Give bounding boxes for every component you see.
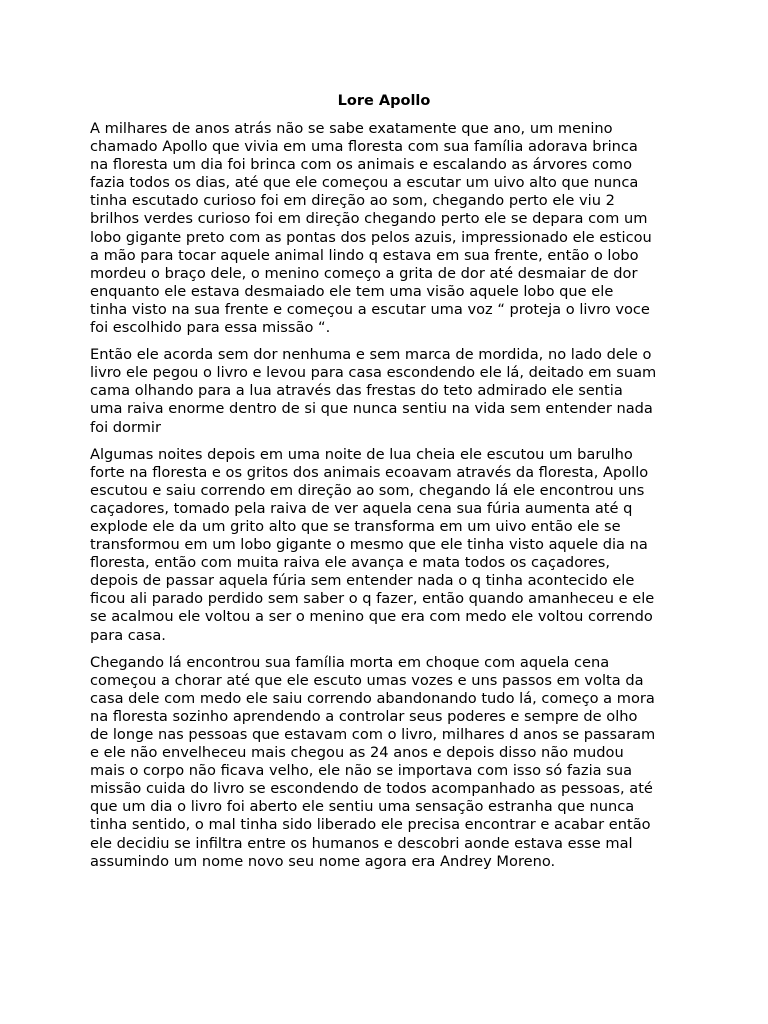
paragraph-4: Chegando lá encontrou sua família morta em choque com aquela cena começou a chorar até que ele escuto umas vozes e uns passos em volta da casa dele com medo ele saiu correndo abandonando tudo lá, começo a mora na floresta sozinho aprendendo a controlar seus poderes e sempre de olho de longe nas pessoas que estavam com o livro, milhares d anos se passaram e ele não envelheceu mais chegou as 24 anos e depois disso não mudou mais o corpo não ficava velho, ele não se importava com isso só fazia sua missão cuida do livro se escondendo de todos acompanhado as pessoas, até que um dia o livro foi aberto ele sentiu uma sensação estranha que nunca tinha sentido, o mal tinha sido liberado ele precisa encontrar e acabar então ele decidiu se infiltra entre os humanos e descobri aonde estava esse mal assumindo um nome novo seu nome agora era Andrey Moreno.: [90, 653, 656, 870]
paragraph-1: A milhares de anos atrás não se sabe exatamente que ano, um menino chamado Apollo que vivia em uma floresta com sua família adorava brinca na floresta um dia foi brinca com os animais e escalando as árvores como fazia todos os dias, até que ele começou a escutar um uivo alto que nunca tinha escutado curioso foi em direção ao som, chegando perto ele viu 2 brilhos verdes curioso foi em direção chegando perto ele se depara com um lobo gigante preto com as pontas dos pelos azuis, impressionado ele esticou a mão para tocar aquele animal lindo q estava em sua frente, então o lobo mordeu o braço dele, o menino começo a grita de dor até desmaiar de dor enquanto ele estava desmaiado ele tem uma visão aquele lobo que ele tinha visto na sua frente e começou a escutar uma voz “ proteja o livro voce foi escolhido para essa missão “.: [90, 120, 652, 337]
paragraph-2: Então ele acorda sem dor nenhuma e sem marca de mordida, no lado dele o livro ele pegou o livro e levou para casa escondendo ele lá, deitado em suam cama olhando para a lua através das frestas do teto admirado ele sentia uma raiva enorme dentro de si que nunca sentiu na vida sem entender nada foi dormir: [90, 346, 657, 436]
document-title: Lore Apollo: [337, 93, 431, 109]
document-body: [90, 120, 680, 880]
paragraph-3: Algumas noites depois em uma noite de lua cheia ele escutou um barulho forte na floresta e os gritos dos animais ecoavam através da floresta, Apollo escutou e saiu correndo em direção ao som, chegando lá ele encontrou uns caçadores, tomado pela raiva de ver aquela cena sua fúria aumenta até q explode ele da um grito alto que se transforma em um uivo então ele se transformou em um lobo gigante o mesmo que ele tinha visto aquele dia na floresta, então com muita raiva ele avança e mata todos os caçadores, depois de passar aquela fúria sem entender nada o q tinha acontecido ele ficou ali parado perdido sem saber o q fazer, então quando amanheceu e ele se acalmou ele voltou a ser o menino que era com medo ele voltou correndo para casa.: [90, 445, 655, 644]
